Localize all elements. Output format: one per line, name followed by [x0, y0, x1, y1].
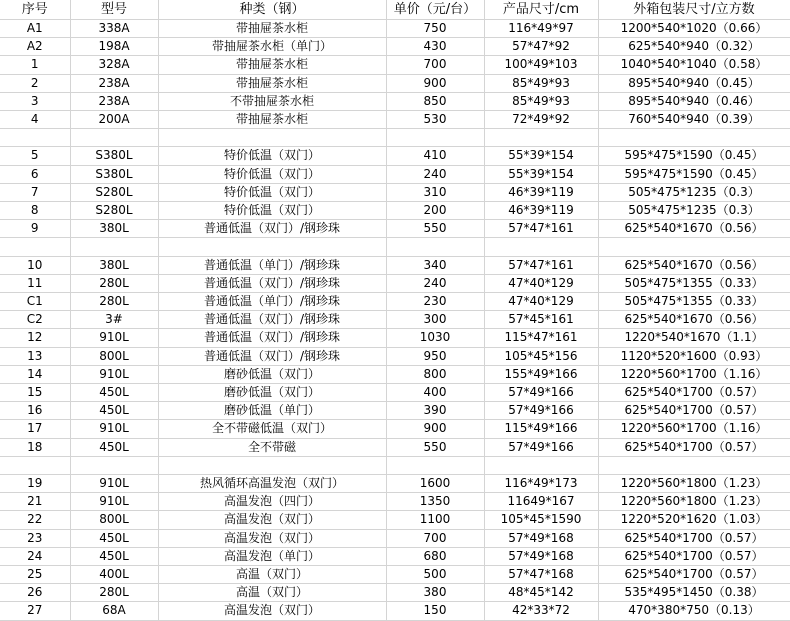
cell-seq[interactable]: 11 [0, 274, 70, 292]
table-row [0, 547, 790, 565]
header-model[interactable]: 型号 [70, 0, 158, 20]
table-row [0, 347, 790, 365]
cell-empty[interactable] [0, 238, 70, 256]
table-row [0, 183, 790, 201]
cell-model[interactable]: 280L [70, 293, 158, 311]
blank-row [0, 456, 790, 474]
header-price[interactable]: 单价（元/台） [386, 0, 484, 20]
header-size[interactable]: 产品尺寸/cm [484, 0, 598, 20]
cell-price[interactable]: 240 [386, 165, 484, 183]
cell-size[interactable]: 46*39*119 [484, 183, 598, 201]
cell-size[interactable]: 46*39*119 [484, 202, 598, 220]
blank-row [0, 238, 790, 256]
cell-box[interactable]: 625*540*1670（0.56） [598, 311, 790, 329]
cell-box[interactable]: 625*540*940（0.32） [598, 38, 790, 56]
cell-size[interactable]: 57*49*166 [484, 438, 598, 456]
cell-price[interactable]: 680 [386, 547, 484, 565]
cell-seq[interactable]: 23 [0, 529, 70, 547]
cell-model[interactable]: 910L [70, 420, 158, 438]
cell-size[interactable]: 57*49*166 [484, 402, 598, 420]
cell-type[interactable]: 带抽屉茶水柜 [158, 56, 386, 74]
table-row [0, 566, 790, 584]
cell-box[interactable]: 625*540*1700（0.57） [598, 438, 790, 456]
table-row [0, 384, 790, 402]
cell-empty[interactable] [70, 238, 158, 256]
cell-price[interactable]: 950 [386, 347, 484, 365]
cell-seq[interactable]: 13 [0, 347, 70, 365]
table-row [0, 147, 790, 165]
cell-size[interactable]: 155*49*166 [484, 365, 598, 383]
cell-price[interactable]: 200 [386, 202, 484, 220]
table-row [0, 438, 790, 456]
cell-type[interactable]: 磨砂低温（单门） [158, 402, 386, 420]
cell-model[interactable]: S280L [70, 202, 158, 220]
cell-seq[interactable]: 24 [0, 547, 70, 565]
table-row [0, 511, 790, 529]
cell-seq[interactable]: 18 [0, 438, 70, 456]
cell-type[interactable]: 全不带磁 [158, 438, 386, 456]
cell-size[interactable]: 105*45*156 [484, 347, 598, 365]
cell-size[interactable]: 85*49*93 [484, 92, 598, 110]
cell-price[interactable]: 340 [386, 256, 484, 274]
cell-type[interactable]: 特价低温（双门） [158, 183, 386, 201]
header-seq[interactable]: 序号 [0, 0, 70, 20]
cell-model[interactable]: 800L [70, 511, 158, 529]
cell-seq[interactable]: C1 [0, 293, 70, 311]
cell-price[interactable]: 150 [386, 602, 484, 620]
cell-empty[interactable] [70, 129, 158, 147]
cell-size[interactable]: 116*49*97 [484, 20, 598, 38]
cell-price[interactable]: 240 [386, 274, 484, 292]
cell-box[interactable]: 625*540*1700（0.57） [598, 529, 790, 547]
header-row [0, 0, 790, 20]
cell-empty[interactable] [158, 456, 386, 474]
cell-box[interactable]: 595*475*1590（0.45） [598, 165, 790, 183]
cell-seq[interactable]: 25 [0, 566, 70, 584]
cell-box[interactable]: 625*540*1700（0.57） [598, 566, 790, 584]
table-row [0, 311, 790, 329]
cell-price[interactable]: 310 [386, 183, 484, 201]
cell-price[interactable]: 700 [386, 56, 484, 74]
cell-price[interactable]: 900 [386, 74, 484, 92]
cell-box[interactable]: 1200*540*1020（0.66） [598, 20, 790, 38]
cell-seq[interactable]: 6 [0, 165, 70, 183]
cell-seq[interactable]: 14 [0, 365, 70, 383]
cell-price[interactable]: 900 [386, 420, 484, 438]
cell-box[interactable]: 1220*560*1800（1.23） [598, 493, 790, 511]
cell-size[interactable]: 115*49*166 [484, 420, 598, 438]
cell-box[interactable]: 1040*540*1040（0.58） [598, 56, 790, 74]
cell-price[interactable]: 430 [386, 38, 484, 56]
cell-size[interactable]: 57*49*168 [484, 547, 598, 565]
table-row [0, 111, 790, 129]
cell-price[interactable]: 550 [386, 438, 484, 456]
table-row [0, 56, 790, 74]
cell-empty[interactable] [0, 129, 70, 147]
cell-size[interactable]: 11649*167 [484, 493, 598, 511]
cell-model[interactable]: 800L [70, 347, 158, 365]
cell-type[interactable]: 特价低温（双门） [158, 147, 386, 165]
cell-box[interactable]: 505*475*1355（0.33） [598, 274, 790, 292]
cell-model[interactable]: S380L [70, 147, 158, 165]
cell-price[interactable]: 410 [386, 147, 484, 165]
header-type[interactable]: 种类（钢） [158, 0, 386, 20]
cell-seq[interactable]: 2 [0, 74, 70, 92]
cell-type[interactable]: 高温发泡（双门） [158, 602, 386, 620]
table-row [0, 220, 790, 238]
cell-empty[interactable] [598, 129, 790, 147]
table-row [0, 165, 790, 183]
table-row [0, 365, 790, 383]
cell-price[interactable]: 400 [386, 384, 484, 402]
cell-seq[interactable]: 22 [0, 511, 70, 529]
cell-box[interactable]: 505*475*1235（0.3） [598, 202, 790, 220]
cell-size[interactable]: 57*47*92 [484, 38, 598, 56]
cell-price[interactable]: 300 [386, 311, 484, 329]
cell-model[interactable]: 68A [70, 602, 158, 620]
cell-empty[interactable] [484, 129, 598, 147]
cell-model[interactable]: 238A [70, 92, 158, 110]
cell-box[interactable]: 1220*540*1670（1.1） [598, 329, 790, 347]
cell-type[interactable]: 普通低温（双门）/钢珍珠 [158, 347, 386, 365]
cell-seq[interactable]: 16 [0, 402, 70, 420]
cell-model[interactable]: 910L [70, 475, 158, 493]
cell-type[interactable]: 带抽屉茶水柜 [158, 20, 386, 38]
cell-size[interactable]: 85*49*93 [484, 74, 598, 92]
cell-box[interactable]: 625*540*1670（0.56） [598, 220, 790, 238]
table-row [0, 420, 790, 438]
cell-empty[interactable] [386, 456, 484, 474]
cell-size[interactable]: 55*39*154 [484, 165, 598, 183]
cell-empty[interactable] [484, 456, 598, 474]
cell-size[interactable]: 105*45*1590 [484, 511, 598, 529]
cell-type[interactable]: 不带抽屉茶水柜 [158, 92, 386, 110]
cell-seq[interactable]: 5 [0, 147, 70, 165]
cell-type[interactable]: 普通低温（双门）/钢珍珠 [158, 311, 386, 329]
cell-box[interactable]: 595*475*1590（0.45） [598, 147, 790, 165]
cell-type[interactable]: 普通低温（双门）/钢珍珠 [158, 220, 386, 238]
cell-type[interactable]: 磨砂低温（双门） [158, 365, 386, 383]
cell-seq[interactable]: 12 [0, 329, 70, 347]
cell-model[interactable]: 450L [70, 438, 158, 456]
cell-size[interactable]: 42*33*72 [484, 602, 598, 620]
cell-box[interactable]: 1220*560*1700（1.16） [598, 365, 790, 383]
cell-price[interactable]: 1100 [386, 511, 484, 529]
cell-box[interactable]: 1220*560*1800（1.23） [598, 475, 790, 493]
cell-price[interactable]: 380 [386, 584, 484, 602]
cell-seq[interactable]: 17 [0, 420, 70, 438]
cell-type[interactable]: 特价低温（双门） [158, 165, 386, 183]
cell-model[interactable]: 910L [70, 493, 158, 511]
cell-model[interactable]: 450L [70, 529, 158, 547]
cell-size[interactable]: 57*49*166 [484, 384, 598, 402]
cell-type[interactable]: 高温发泡（双门） [158, 529, 386, 547]
cell-box[interactable]: 895*540*940（0.46） [598, 92, 790, 110]
cell-type[interactable]: 高温（双门） [158, 584, 386, 602]
table-row [0, 202, 790, 220]
cell-seq[interactable]: 9 [0, 220, 70, 238]
cell-price[interactable]: 1350 [386, 493, 484, 511]
table-row [0, 402, 790, 420]
cell-model[interactable]: 280L [70, 584, 158, 602]
table-row [0, 74, 790, 92]
cell-box[interactable]: 625*540*1700（0.57） [598, 402, 790, 420]
table-body [0, 20, 790, 621]
table-row [0, 293, 790, 311]
cell-size[interactable]: 100*49*103 [484, 56, 598, 74]
cell-type[interactable]: 带抽屉茶水柜（单门） [158, 38, 386, 56]
cell-type[interactable]: 带抽屉茶水柜 [158, 74, 386, 92]
table-row [0, 329, 790, 347]
cell-empty[interactable] [598, 238, 790, 256]
cell-price[interactable]: 530 [386, 111, 484, 129]
cell-size[interactable]: 115*47*161 [484, 329, 598, 347]
blank-row [0, 129, 790, 147]
cell-price[interactable]: 850 [386, 92, 484, 110]
cell-model[interactable]: 380L [70, 220, 158, 238]
cell-model[interactable]: S280L [70, 183, 158, 201]
cell-box[interactable]: 625*540*1700（0.57） [598, 384, 790, 402]
header-box[interactable]: 外箱包装尺寸/立方数 [598, 0, 790, 20]
cell-price[interactable]: 1600 [386, 475, 484, 493]
cell-model[interactable]: 198A [70, 38, 158, 56]
cell-empty[interactable] [598, 456, 790, 474]
cell-model[interactable]: 328A [70, 56, 158, 74]
cell-model[interactable]: 280L [70, 274, 158, 292]
cell-box[interactable]: 895*540*940（0.45） [598, 74, 790, 92]
cell-box[interactable]: 1220*520*1620（1.03） [598, 511, 790, 529]
table-row [0, 584, 790, 602]
cell-empty[interactable] [484, 238, 598, 256]
cell-model[interactable]: 450L [70, 384, 158, 402]
cell-seq[interactable]: 7 [0, 183, 70, 201]
cell-box[interactable]: 505*475*1235（0.3） [598, 183, 790, 201]
cell-seq[interactable]: 10 [0, 256, 70, 274]
cell-box[interactable]: 535*495*1450（0.38） [598, 584, 790, 602]
cell-type[interactable]: 全不带磁低温（双门） [158, 420, 386, 438]
cell-box[interactable]: 505*475*1355（0.33） [598, 293, 790, 311]
cell-price[interactable]: 700 [386, 529, 484, 547]
cell-model[interactable]: 400L [70, 566, 158, 584]
cell-box[interactable]: 625*540*1670（0.56） [598, 256, 790, 274]
table-row [0, 256, 790, 274]
cell-model[interactable]: 450L [70, 402, 158, 420]
table-row [0, 602, 790, 620]
cell-model[interactable]: 338A [70, 20, 158, 38]
cell-size[interactable]: 57*45*161 [484, 311, 598, 329]
cell-box[interactable]: 470*380*750（0.13） [598, 602, 790, 620]
cell-size[interactable]: 72*49*92 [484, 111, 598, 129]
cell-type[interactable]: 高温（双门） [158, 566, 386, 584]
cell-type[interactable]: 热风循环高温发泡（双门） [158, 475, 386, 493]
cell-seq[interactable]: 26 [0, 584, 70, 602]
cell-price[interactable]: 550 [386, 220, 484, 238]
cell-size[interactable]: 57*47*161 [484, 220, 598, 238]
cell-seq[interactable]: 27 [0, 602, 70, 620]
cell-size[interactable]: 116*49*173 [484, 475, 598, 493]
cell-model[interactable]: 450L [70, 547, 158, 565]
cell-model[interactable]: 910L [70, 329, 158, 347]
cell-seq[interactable]: 8 [0, 202, 70, 220]
cell-size[interactable]: 57*47*161 [484, 256, 598, 274]
cell-size[interactable]: 57*49*168 [484, 529, 598, 547]
table-row [0, 20, 790, 38]
cell-type[interactable]: 带抽屉茶水柜 [158, 111, 386, 129]
cell-box[interactable]: 760*540*940（0.39） [598, 111, 790, 129]
cell-empty[interactable] [386, 129, 484, 147]
cell-model[interactable]: 910L [70, 365, 158, 383]
cell-empty[interactable] [0, 456, 70, 474]
cell-price[interactable]: 500 [386, 566, 484, 584]
cell-empty[interactable] [158, 129, 386, 147]
cell-seq[interactable]: 1 [0, 56, 70, 74]
cell-type[interactable]: 普通低温（单门）/钢珍珠 [158, 256, 386, 274]
cell-seq[interactable]: 15 [0, 384, 70, 402]
cell-box[interactable]: 625*540*1700（0.57） [598, 547, 790, 565]
cell-seq[interactable]: 19 [0, 475, 70, 493]
cell-model[interactable]: 238A [70, 74, 158, 92]
cell-box[interactable]: 1120*520*1600（0.93） [598, 347, 790, 365]
cell-model[interactable]: 3# [70, 311, 158, 329]
cell-empty[interactable] [70, 456, 158, 474]
cell-seq[interactable]: 4 [0, 111, 70, 129]
cell-price[interactable]: 800 [386, 365, 484, 383]
cell-price[interactable]: 390 [386, 402, 484, 420]
cell-model[interactable]: 380L [70, 256, 158, 274]
cell-type[interactable]: 高温发泡（双门） [158, 511, 386, 529]
cell-model[interactable]: 200A [70, 111, 158, 129]
cell-type[interactable]: 普通低温（双门）/钢珍珠 [158, 329, 386, 347]
cell-seq[interactable]: 3 [0, 92, 70, 110]
cell-type[interactable]: 高温发泡（四门） [158, 493, 386, 511]
cell-type[interactable]: 普通低温（双门）/钢珍珠 [158, 274, 386, 292]
cell-seq[interactable]: C2 [0, 311, 70, 329]
cell-type[interactable]: 特价低温（双门） [158, 202, 386, 220]
table-row [0, 38, 790, 56]
cell-box[interactable]: 1220*560*1700（1.16） [598, 420, 790, 438]
cell-seq[interactable]: 21 [0, 493, 70, 511]
table-row [0, 475, 790, 493]
cell-empty[interactable] [158, 238, 386, 256]
table-row [0, 529, 790, 547]
cell-size[interactable]: 55*39*154 [484, 147, 598, 165]
cell-type[interactable]: 高温发泡（单门） [158, 547, 386, 565]
table-row [0, 92, 790, 110]
cell-type[interactable]: 磨砂低温（双门） [158, 384, 386, 402]
cell-size[interactable]: 48*45*142 [484, 584, 598, 602]
cell-size[interactable]: 47*40*129 [484, 293, 598, 311]
cell-price[interactable]: 230 [386, 293, 484, 311]
cell-seq[interactable]: A1 [0, 20, 70, 38]
cell-price[interactable]: 1030 [386, 329, 484, 347]
cell-size[interactable]: 57*47*168 [484, 566, 598, 584]
cell-price[interactable]: 750 [386, 20, 484, 38]
cell-model[interactable]: S380L [70, 165, 158, 183]
cell-size[interactable]: 47*40*129 [484, 274, 598, 292]
table-row [0, 274, 790, 292]
cell-seq[interactable]: A2 [0, 38, 70, 56]
cell-type[interactable]: 普通低温（单门）/钢珍珠 [158, 293, 386, 311]
cell-empty[interactable] [386, 238, 484, 256]
table-row [0, 493, 790, 511]
